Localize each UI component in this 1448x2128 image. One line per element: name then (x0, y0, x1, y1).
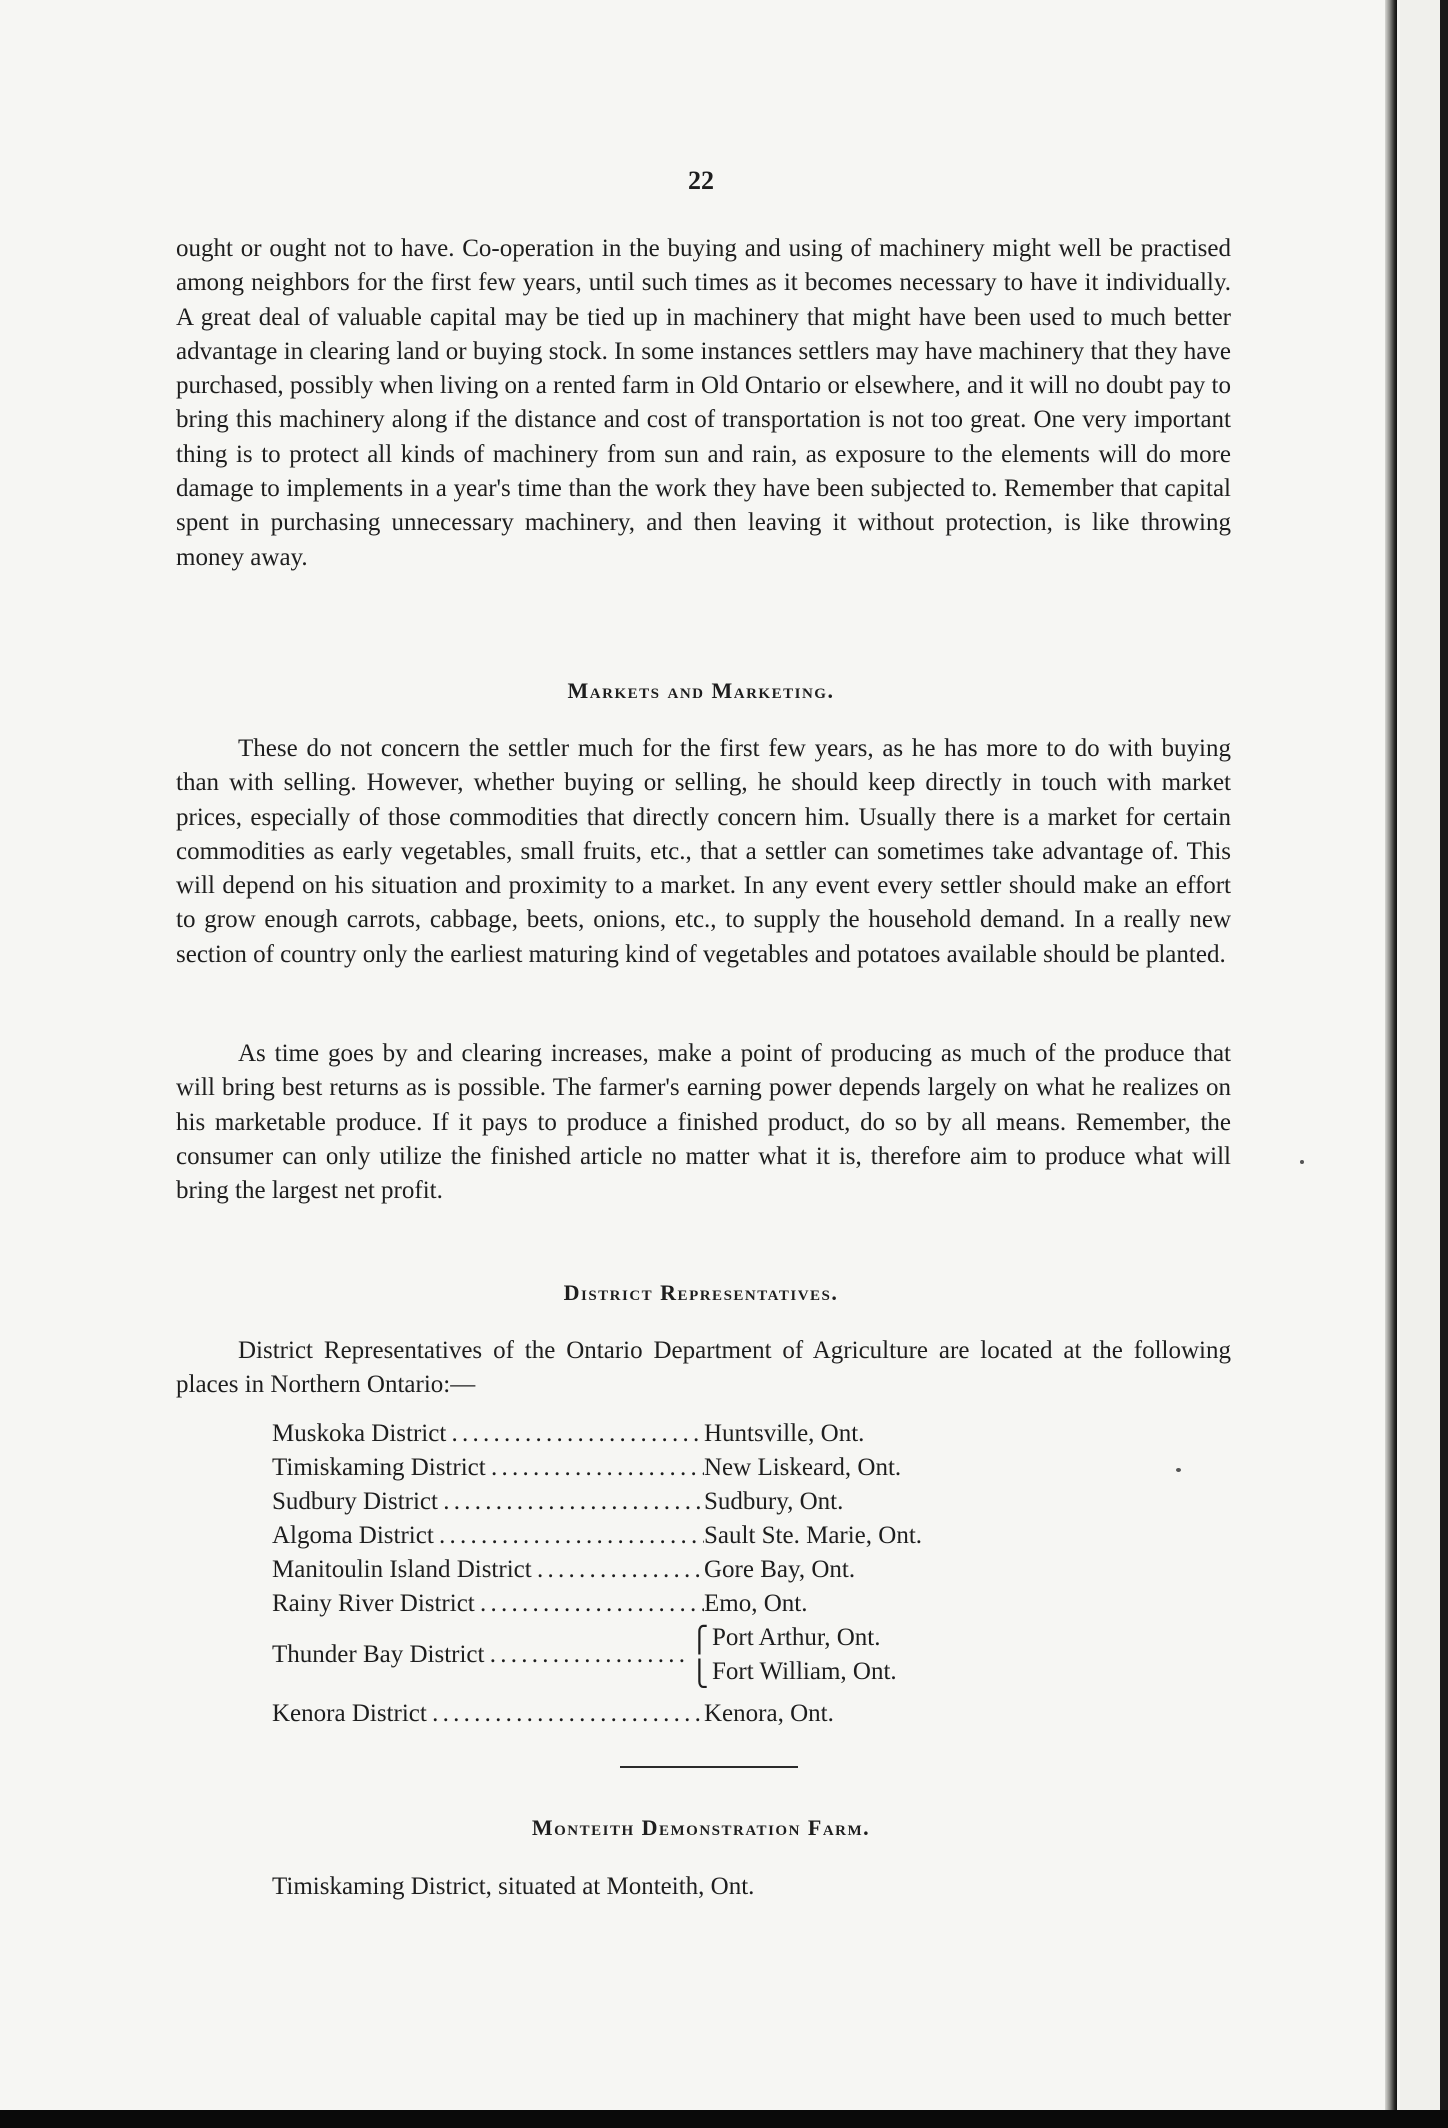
district-row (272, 1556, 855, 1591)
district-location: Port Arthur, Ont. (712, 1624, 881, 1651)
district-name: Timiskaming District . . . (272, 1454, 704, 1482)
binding-edge (1385, 0, 1397, 2110)
district-name: Thunder Bay District . . . (272, 1641, 684, 1669)
markets-heading: Markets and Marketing. (567, 678, 835, 703)
brace-bottom-icon: ⎩ (690, 1661, 709, 1688)
district-name: Sudbury District . . . (272, 1488, 704, 1516)
district-row (272, 1522, 922, 1557)
district-location: Huntsville, Ont. (704, 1420, 865, 1447)
district-row (272, 1590, 807, 1625)
district-name: Kenora District . . . (272, 1700, 704, 1728)
district-row (272, 1454, 901, 1489)
district-location: Gore Bay, Ont. (704, 1556, 856, 1583)
district-location: New Liskeard, Ont. (704, 1454, 902, 1481)
district-name: Muskoka District . . . (272, 1420, 704, 1448)
markets-paragraph-2: As time goes by and clearing increases, make a point of producing as much of the produce that will bring best returns as is possible. The farmer's earning power depends largely on what he realizes on his marketable produce. If it pays to produce a finished product, do so by all means. Remember, the consumer can only utilize the finished article no matter what it is, therefore aim to produce what will bring the largest net profit. (176, 1040, 1231, 1205)
intro-paragraph: ought or ought not to have. Co-operation in the buying and using of machinery might well be practised among neighbors for the first few years, until such times as it becomes necessary to have it individually. A great deal of valuable capital may be tied up in machinery that might have been used to much better advantage in clearing land or buying stock. In some instances settlers may have machinery that they have purchased, possibly when living on a rented farm in Old Ontario or elsewhere, and it will no doubt pay to bring this machinery along if the distance and cost of transportation is not too great. One very important thing is to protect all kinds of machinery from sun and rain, as exposure to the elements will do more damage to implements in a year's time than the work they have been subjected to. Remember that capital spent in purchasing unnecessary machinery, and then leaving it without protection, is like throwing money away. (176, 235, 1231, 571)
district-location-multi (712, 1658, 897, 1686)
district-reps-intro: District Representatives of the Ontario Department of Agriculture are located at the following places in Northern Ontario:— (176, 1337, 1231, 1399)
markets-paragraph-1: These do not concern the settler much for the first few years, as he has more to do with buying than with selling. However, whether buying or selling, he should keep directly in touch with market prices, especially of those commodities that directly concern him. Usually there is a market for certain commodities as early vegetables, small fruits, etc., that a settler can sometimes take advantage of. This will depend on his situation and proximity to a market. In any event every settler should make an effort to grow enough carrots, cabbage, beets, onions, etc., to supply the household demand. In a really new section of country only the earliest maturing kind of vegetables and potatoes available should be planted. (176, 735, 1231, 968)
scan-speck (1176, 1468, 1181, 1472)
monteith-heading: Monteith Demonstration Farm. (531, 1815, 871, 1840)
district-location: Emo, Ont. (704, 1590, 808, 1617)
scan-bottom-edge (0, 2110, 1448, 2128)
district-row (272, 1641, 684, 1676)
district-name: Algoma District . . . (272, 1522, 704, 1550)
section-divider (620, 1766, 798, 1768)
district-name: Rainy River District . . . (272, 1590, 704, 1618)
scan-speck (1300, 1160, 1304, 1164)
page-number: 22 (688, 166, 714, 195)
scan-margin (1400, 0, 1448, 2128)
district-location-multi (712, 1624, 880, 1652)
brace-top-icon: ⎧ (690, 1627, 709, 1654)
district-location: Fort William, Ont. (712, 1658, 897, 1685)
district-row (272, 1420, 864, 1455)
district-location: Sudbury, Ont. (704, 1488, 844, 1515)
district-location: Kenora, Ont. (704, 1700, 834, 1727)
district-location: Sault Ste. Marie, Ont. (704, 1522, 923, 1549)
monteith-text: Timiskaming District, situated at Monteith, Ont. (272, 1873, 755, 1900)
district-row (272, 1488, 843, 1523)
district-row (272, 1700, 834, 1735)
district-reps-heading: District Representatives. (563, 1280, 839, 1305)
district-name: Manitoulin Island District . . . (272, 1556, 704, 1584)
scan-shadow (1440, 0, 1448, 2128)
